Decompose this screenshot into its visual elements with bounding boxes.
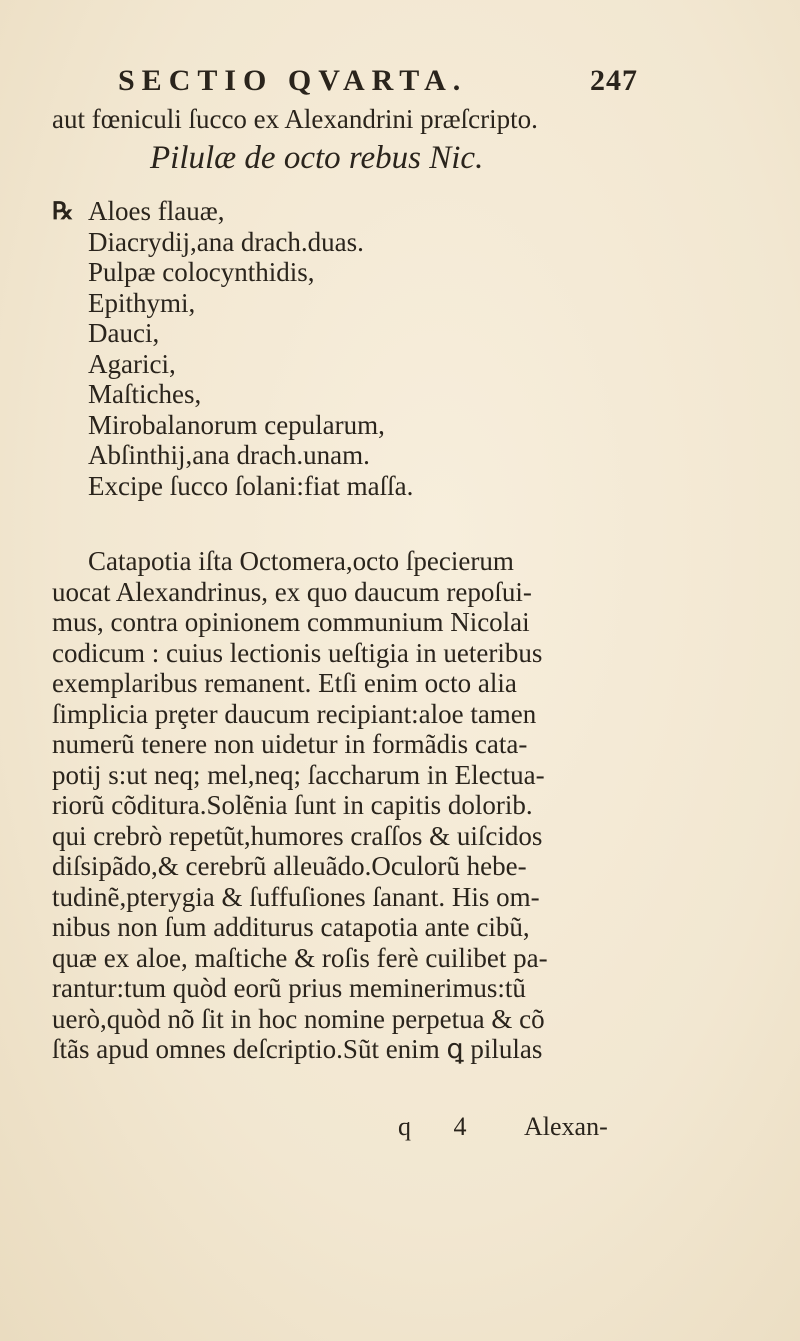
recipe-title: Pilulæ de octo rebus Nic. — [150, 140, 484, 176]
recipe-item: Dauci, — [88, 318, 160, 348]
text-line: nibus non ſum additurus catapotia ante cibũ, — [52, 912, 530, 942]
text-line: Catapotia iſta Octomera,octo ſpecierum — [88, 546, 514, 576]
text-line: quæ ex aloe, maſtiche & roſis ferè cuilibet pa- — [52, 942, 548, 973]
recipe-item: Excipe ſucco ſolani:fiat maſſa. — [88, 470, 414, 501]
signature-mark: q 4 — [398, 1112, 485, 1141]
text-line: rantur:tum quòd eorũ prius meminerimus:tũ — [52, 973, 526, 1003]
recipe-item: Mirobalanorum cepularum, — [88, 409, 385, 440]
page-footer — [0, 1112, 800, 1148]
text-line: numerũ tenere non uidetur in formãdis cata- — [52, 729, 528, 759]
text-line: qui crebrò repetũt,humores craſſos & uiſcidos — [52, 820, 543, 851]
text-line: ſtãs apud omnes deſcriptio.Sũt enim ꝗ pilulas — [52, 1034, 543, 1064]
recipe-item: Maſtiches, — [88, 379, 202, 409]
commentary-paragraph — [52, 546, 632, 1065]
recipe-list — [52, 196, 632, 501]
text-line: riorũ cõditura.Solẽnia ſunt in capitis dolorib. — [52, 790, 533, 820]
text-line: codicum : cuius lectionis ueſtigia in ueteribus — [52, 637, 543, 668]
recipe-item: Agarici, — [88, 348, 176, 379]
recipe-symbol: ℞ — [52, 199, 74, 225]
text-line: diſsipãdo,& cerebrũ alleuãdo.Oculorũ hebe- — [52, 851, 527, 881]
recipe-item: Pulpæ colocynthidis, — [88, 257, 315, 287]
page-number: 247 — [590, 64, 638, 97]
text-line: mus, contra opinionem communium Nicolai — [52, 607, 530, 637]
running-header — [118, 64, 638, 104]
text-line: aut fœniculi ſucco ex Alexandrini præſcripto. — [52, 104, 538, 134]
catchword: Alexan- — [524, 1112, 608, 1141]
recipe-item: Epithymi, — [88, 287, 196, 318]
recipe-item: Abſinthij,ana drach.unam. — [88, 440, 370, 470]
recipe-item: Diacrydij,ana drach.duas. — [88, 226, 364, 257]
text-block-top — [52, 104, 632, 135]
text-line: exemplaribus remanent. Etſi enim octo alia — [52, 668, 517, 698]
text-line: tudinẽ,pterygia & ſuffuſiones ſanant. His om- — [52, 881, 540, 912]
text-line: uerò,quòd nõ ſit in hoc nomine perpetua & cõ — [52, 1003, 545, 1034]
recipe-item: Aloes flauæ, — [88, 196, 225, 226]
text-line: uocat Alexandrinus, ex quo daucum repoſui- — [52, 576, 532, 607]
running-title: SECTIO QVARTA. — [118, 64, 468, 97]
text-line: ſimplicia prȩter daucum recipiant:aloe tamen — [52, 698, 537, 729]
text-line: potij s:ut neq; mel,neq; ſaccharum in Electua- — [52, 759, 545, 790]
